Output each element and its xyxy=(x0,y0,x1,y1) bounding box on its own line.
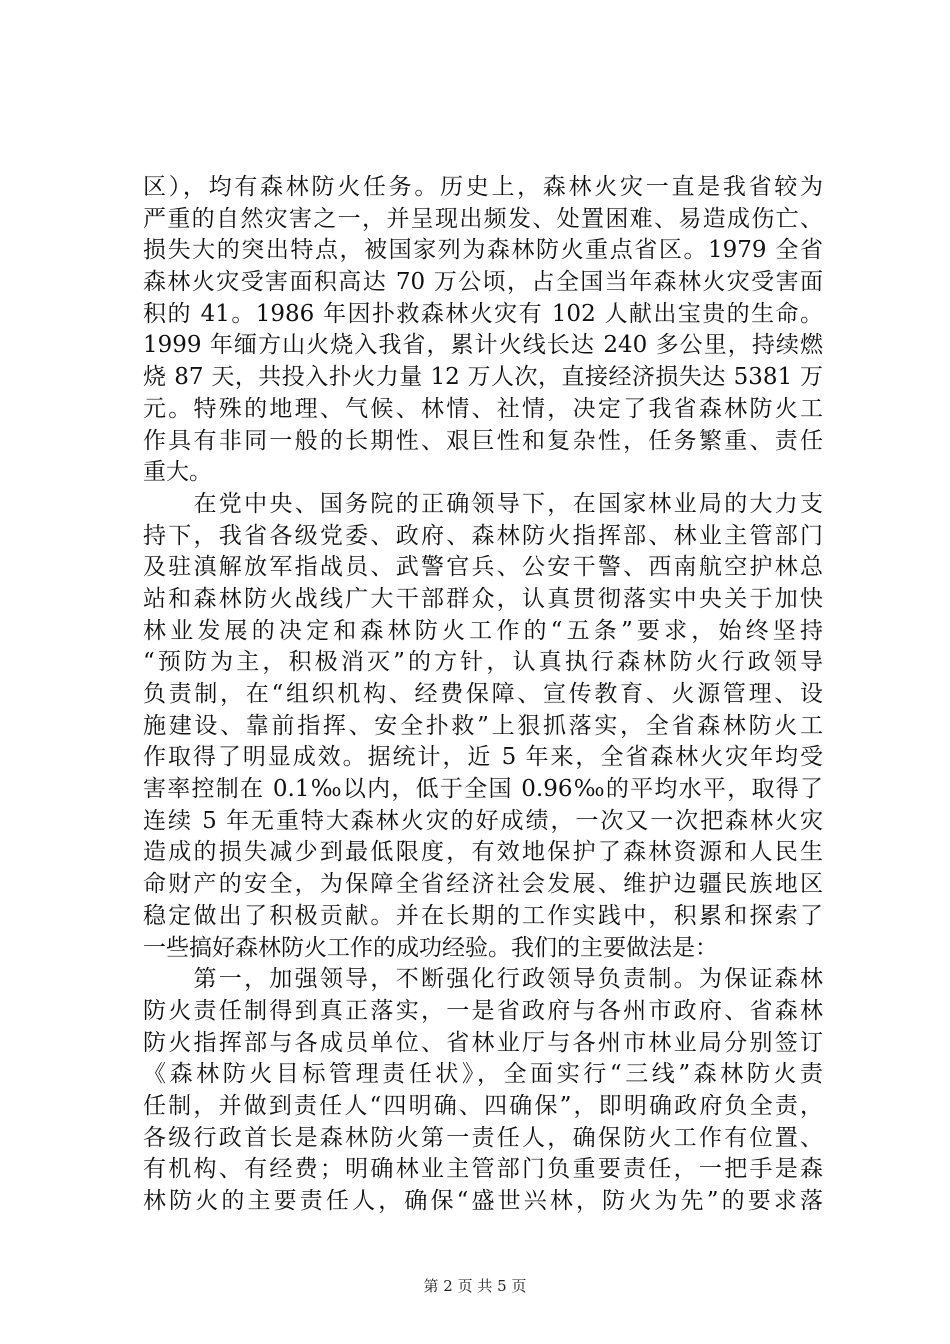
text-line: 1999 年缅方山火烧入我省，累计火线长达 240 多公里，持续燃 xyxy=(143,332,823,359)
text-line: “预防为主，积极消灭”的方针，认真执行森林防火行政领导 xyxy=(143,649,823,676)
text-line: 林业发展的决定和森林防火工作的“五条”要求，始终坚持 xyxy=(143,617,823,644)
text-line: 作取得了明显成效。据统计，近 5 年来，全省森林火灾年均受 xyxy=(143,744,823,771)
text-line: 站和森林防火战线广大干部群众，认真贯彻落实中央关于加快 xyxy=(143,585,823,612)
text-line: 有机构、有经费；明确林业主管部门负重要责任，一把手是森 xyxy=(143,1156,823,1183)
text-line: 森林火灾受害面积高达 70 万公顷，占全国当年森林火灾受害面 xyxy=(143,269,823,296)
text-line: 连续 5 年无重特大森林火灾的好成绩，一次又一次把森林火灾 xyxy=(143,807,823,834)
text-line: 持下，我省各级党委、政府、森林防火指挥部、林业主管部门 xyxy=(143,522,823,549)
text-line: 造成的损失减少到最低限度，有效地保护了森林资源和人民生 xyxy=(143,839,823,866)
text-line: 防火责任制得到真正落实，一是省政府与各州市政府、省森林 xyxy=(143,997,823,1024)
text-line: 《森林防火目标管理责任状》，全面实行“三线”森林防火责 xyxy=(143,1061,823,1088)
text-line: 一些搞好森林防火工作的成功经验。我们的主要做法是： xyxy=(143,934,718,961)
text-line: 严重的自然灾害之一，并呈现出频发、处置困难、易造成伤亡、 xyxy=(143,205,823,232)
text-line: 命财产的安全，为保障全省经济社会发展、维护边疆民族地区 xyxy=(143,871,823,898)
text-line: 烧 87 天，共投入扑火力量 12 万人次，直接经济损失达 5381 万 xyxy=(143,364,823,391)
text-line: 作具有非同一般的长期性、艰巨性和复杂性，任务繁重、责任 xyxy=(143,427,823,454)
text-line: 在党中央、国务院的正确领导下，在国家林业局的大力支 xyxy=(143,490,823,517)
document-body xyxy=(143,172,823,1218)
text-line: 负责制，在“组织机构、经费保障、宣传教育、火源管理、设 xyxy=(143,681,823,707)
text-line: 稳定做出了积极贡献。并在长期的工作实践中，积累和探索了 xyxy=(143,902,823,929)
text-line: 施建设、靠前指挥、安全扑救”上狠抓落实，全省森林防火工 xyxy=(143,712,823,739)
text-line: 积的 41。1986 年因扑救森林火灾有 102 人献出宝贵的生命。 xyxy=(143,300,823,327)
text-line: 损失大的突出特点，被国家列为森林防火重点省区。1979 全省 xyxy=(143,237,823,264)
text-line: 元。特殊的地理、气候、林情、社情，决定了我省森林防火工 xyxy=(143,395,823,422)
text-line: 各级行政首长是森林防火第一责任人，确保防火工作有位置、 xyxy=(143,1124,823,1151)
text-line: 区），均有森林防火任务。历史上，森林火灾一直是我省较为 xyxy=(143,174,823,200)
text-line: 第一，加强领导，不断强化行政领导负责制。为保证森林 xyxy=(143,966,823,993)
page-footer: 第 2 页 共 5 页 xyxy=(423,1277,527,1295)
text-line: 林防火的主要责任人，确保“盛世兴林，防火为先”的要求落 xyxy=(143,1188,823,1214)
text-line: 防火指挥部与各成员单位、省林业厅与各州市林业局分别签订 xyxy=(143,1029,823,1056)
text-line: 重大。 xyxy=(143,459,212,486)
text-line: 任制，并做到责任人“四明确、四确保”，即明确政府负全责， xyxy=(143,1092,823,1119)
text-line: 及驻滇解放军指战员、武警官兵、公安干警、西南航空护林总 xyxy=(143,554,823,581)
text-line: 害率控制在 0.1‰以内，低于全国 0.96‰的平均水平，取得了 xyxy=(143,776,823,803)
